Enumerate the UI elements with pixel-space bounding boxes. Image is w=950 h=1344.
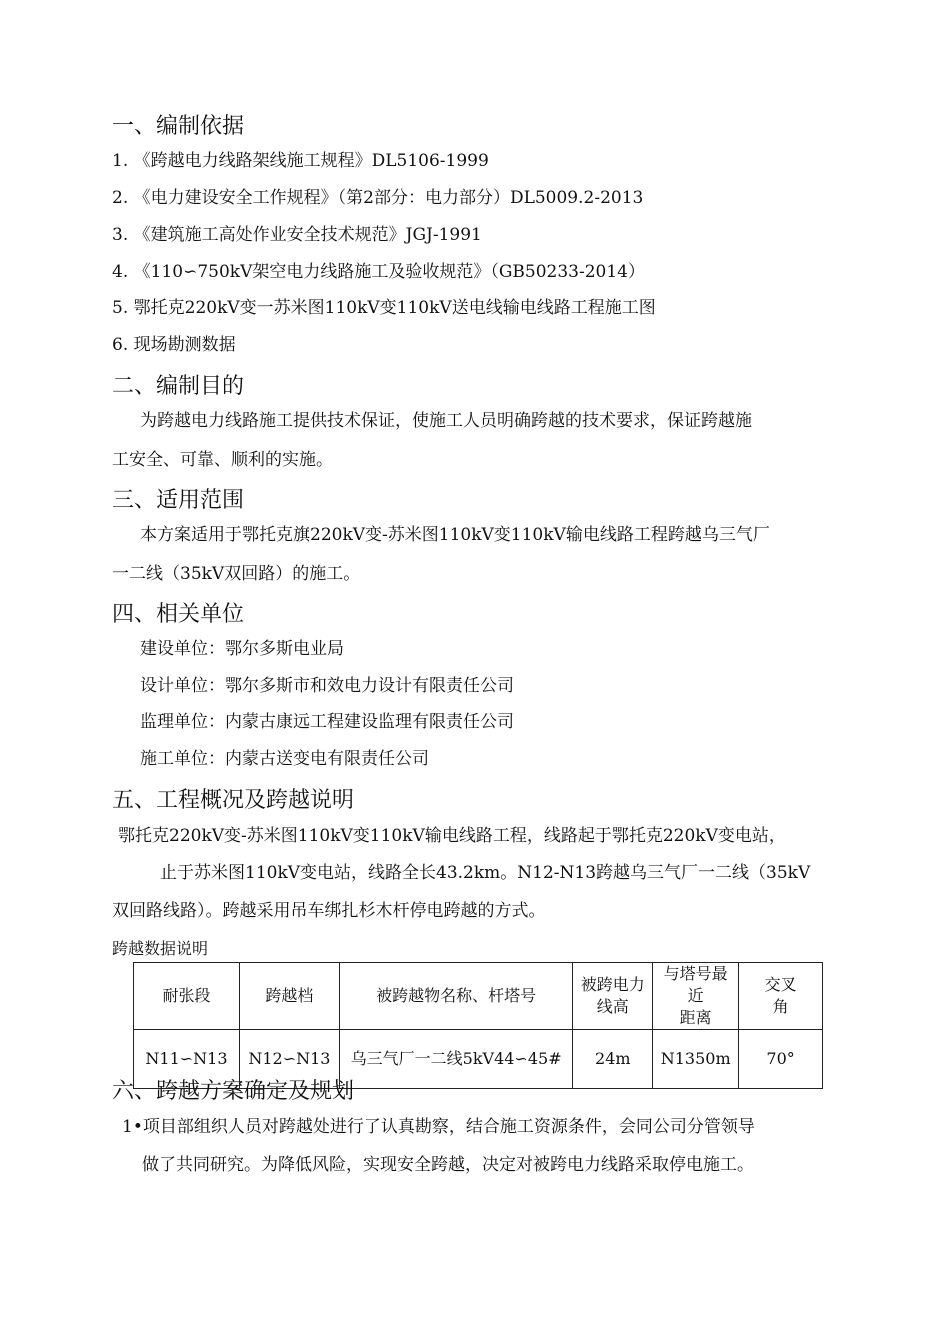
header-crossing-angle [739, 963, 823, 1030]
section-6-title: 六、跨越方案确定及规划 [112, 1079, 355, 1104]
header-line-height-1: 被跨电力 [580, 975, 645, 994]
overview-line-2: 止于苏米图110kV变电站，线路全长43.2km。N12-N13跨越乌三气厂一二线（35kV [160, 863, 811, 883]
unit-supervisor: 监理单位：内蒙古康远工程建设监理有限责任公司 [140, 712, 514, 732]
unit-contractor: 施工单位：内蒙古送变电有限责任公司 [140, 749, 429, 769]
section-1-title: 一、编制依据 [112, 114, 245, 139]
header-crossing-angle-2: 角 [772, 997, 789, 1016]
header-line-height-2: 线高 [596, 997, 629, 1016]
cell-line-height: 24m [573, 1030, 653, 1089]
header-tension-section: 耐张段 [134, 963, 240, 1030]
basis-item-4: 4. 《110∽750kV架空电力线路施工及验收规范》（GB50233-2014） [112, 262, 646, 282]
header-nearest-distance-1: 与塔号最近 [663, 964, 728, 1005]
unit-construction-owner: 建设单位：鄂尔多斯电业局 [140, 639, 344, 659]
header-nearest-distance-2: 距离 [679, 1008, 712, 1027]
basis-item-2: 2. 《电力建设安全工作规程》（第2部分：电力部分）DL5009.2-2013 [112, 188, 644, 208]
basis-item-1: 1. 《跨越电力线路架线施工规程》DL5106-1999 [112, 151, 489, 171]
plan-line-1: 1•项目部组织人员对跨越处进行了认真勘察，结合施工资源条件，会同公司分管领导 [122, 1117, 755, 1137]
section-2-title: 二、编制目的 [112, 374, 245, 399]
overview-line-3: 双回路线路）。跨越采用吊车绑扎杉木杆停电跨越的方式。 [112, 901, 546, 921]
basis-item-3: 3. 《建筑施工高处作业安全技术规范》JGJ-1991 [112, 225, 482, 245]
basis-item-6: 6. 现场勘测数据 [112, 335, 236, 355]
header-crossing-span: 跨越档 [239, 963, 339, 1030]
overview-line-1: 鄂托克220kV变-苏米图110kV变110kV输电线路工程，线路起于鄂托克220kV变电站， [118, 826, 786, 846]
cell-crossed-object: 乌三气厂一二线5kV44∽45# [339, 1030, 572, 1089]
header-crossed-object: 被跨越物名称、杆塔号 [339, 963, 572, 1030]
cell-crossing-angle: 70° [739, 1030, 823, 1089]
header-crossing-angle-1: 交叉 [764, 975, 797, 994]
header-line-height [573, 963, 653, 1030]
table-header-row [134, 963, 823, 1030]
scope-line-1: 本方案适用于鄂托克旗220kV变-苏米图110kV变110kV输电线路工程跨越乌三气厂 [140, 525, 770, 545]
basis-item-5: 5. 鄂托克220kV变一苏米图110kV变110kV送电线输电线路工程施工图 [112, 298, 656, 318]
header-nearest-distance [653, 963, 739, 1030]
cell-tension-section: N11∽N13 [134, 1030, 240, 1089]
cell-nearest-distance: N1350m [653, 1030, 739, 1089]
crossing-data-table [133, 962, 823, 1089]
plan-line-2: 做了共同研究。为降低风险，实现安全跨越，决定对被跨电力线路采取停电施工。 [142, 1155, 754, 1175]
section-3-title: 三、适用范围 [112, 488, 245, 513]
cell-crossing-span: N12∽N13 [239, 1030, 339, 1089]
scope-line-2: 一二线（35kV双回路）的施工。 [112, 564, 361, 584]
table-caption: 跨越数据说明 [112, 939, 209, 958]
unit-designer: 设计单位：鄂尔多斯市和效电力设计有限责任公司 [140, 676, 514, 696]
purpose-line-2: 工安全、可靠、顺利的实施。 [112, 450, 333, 470]
section-5-title: 五、工程概况及跨越说明 [112, 788, 355, 813]
section-4-title: 四、相关单位 [112, 602, 245, 627]
purpose-line-1: 为跨越电力线路施工提供技术保证，使施工人员明确跨越的技术要求，保证跨越施 [140, 411, 752, 431]
